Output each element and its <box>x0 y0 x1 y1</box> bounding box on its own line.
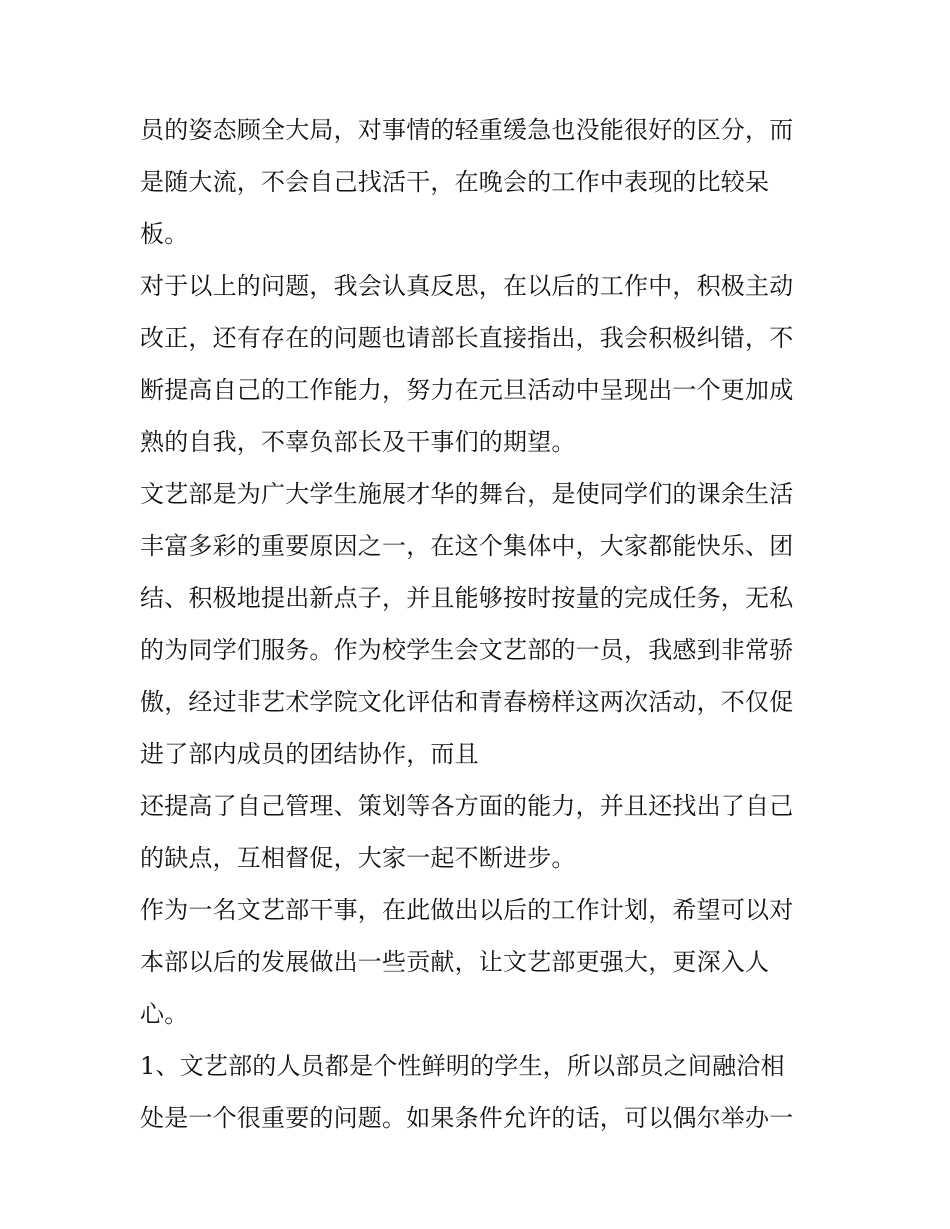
text-line: 的为同学们服务。作为校学生会文艺部的一员，我感到非常骄 <box>140 636 794 664</box>
document-body <box>140 104 812 1144</box>
text-line: 结、积极地提出新点子，并且能够按时按量的完成任务，无私 <box>140 584 794 612</box>
text-line: 1、文艺部的人员都是个性鲜明的学生，所以部员之间融洽相 <box>140 1052 785 1080</box>
text-line: 作为一名文艺部干事，在此做出以后的工作计划，希望可以对 <box>140 896 794 924</box>
text-line: 熟的自我，不辜负部长及干事们的期望。 <box>140 428 576 456</box>
text-line: 改正，还有存在的问题也请部长直接指出，我会积极纠错，不 <box>140 324 794 352</box>
text-line: 板。 <box>140 220 189 248</box>
text-line: 对于以上的问题，我会认真反思，在以后的工作中，积极主动 <box>140 272 794 300</box>
text-line: 是随大流，不会自己找活干，在晚会的工作中表现的比较呆 <box>140 168 770 196</box>
text-line: 本部以后的发展做出一些贡献，让文艺部更强大，更深入人 <box>140 948 770 976</box>
text-line: 员的姿态顾全大局，对事情的轻重缓急也没能很好的区分，而 <box>140 116 794 144</box>
text-line: 断提高自己的工作能力，努力在元旦活动中呈现出一个更加成 <box>140 376 794 404</box>
text-line: 的缺点，互相督促，大家一起不断进步。 <box>140 844 576 872</box>
text-line: 心。 <box>140 1000 189 1028</box>
text-line: 文艺部是为广大学生施展才华的舞台，是使同学们的课余生活 <box>140 480 794 508</box>
text-line: 进了部内成员的团结协作，而且 <box>140 740 479 768</box>
text-line: 处是一个很重要的问题。如果条件允许的话，可以偶尔举办一 <box>140 1104 794 1132</box>
text-line: 傲，经过非艺术学院文化评估和青春榜样这两次活动，不仅促 <box>140 688 794 716</box>
text-line: 丰富多彩的重要原因之一，在这个集体中，大家都能快乐、团 <box>140 532 794 560</box>
text-line: 还提高了自己管理、策划等各方面的能力，并且还找出了自己 <box>140 792 794 820</box>
